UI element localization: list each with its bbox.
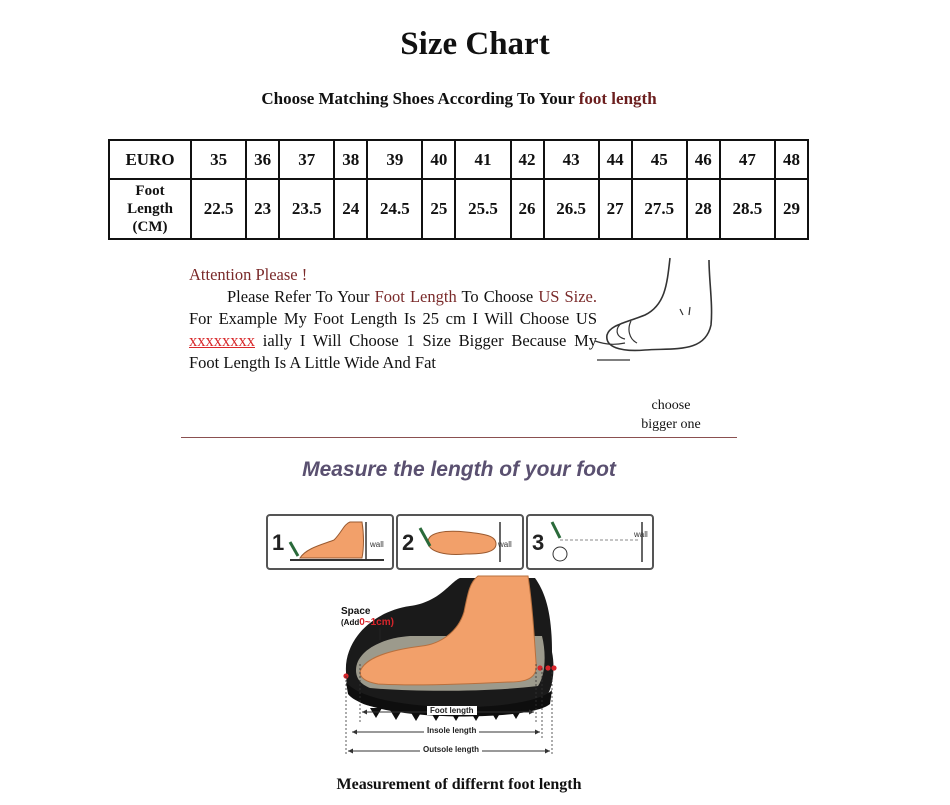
space-add-text: (Add xyxy=(341,618,360,627)
choose-note-line: choose xyxy=(651,398,691,413)
page-title: Size Chart xyxy=(400,26,550,62)
outsole-length-marker-label: Outsole length xyxy=(420,745,482,754)
euro-row xyxy=(109,140,808,179)
page-subtitle xyxy=(0,89,918,109)
space-label xyxy=(341,606,394,628)
foot-length-cell: 24 xyxy=(334,179,367,239)
foot-length-label-line: (CM) xyxy=(132,219,168,235)
attention-text: ially I Will Choose 1 Size Bigger Because My Foot Length Is A Little Wide And Fat xyxy=(189,331,597,372)
euro-size-cell: 37 xyxy=(279,140,334,179)
foot-length-cell: 26.5 xyxy=(544,179,599,239)
euro-size-cell: 48 xyxy=(775,140,808,179)
euro-size-cell: 47 xyxy=(720,140,775,179)
size-table xyxy=(108,139,809,240)
foot-length-label-line: Length xyxy=(127,201,173,217)
foot-length-row xyxy=(109,179,808,239)
foot-length-cell: 25.5 xyxy=(455,179,510,239)
euro-size-cell: 36 xyxy=(246,140,279,179)
subtitle-text: Choose Matching Shoes According To Your xyxy=(261,89,579,108)
attention-highlight: US Size. xyxy=(538,287,598,306)
attention-notice xyxy=(189,264,597,374)
choose-bigger-note xyxy=(630,396,712,434)
step-2-panel xyxy=(396,514,524,570)
euro-size-cell: 35 xyxy=(191,140,246,179)
euro-label: EURO xyxy=(109,140,191,179)
foot-length-cell: 22.5 xyxy=(191,179,246,239)
foot-length-cell: 24.5 xyxy=(367,179,422,239)
attention-text: To Choose xyxy=(456,287,534,306)
foot-length-cell: 28 xyxy=(687,179,720,239)
foot-sketch-illustration xyxy=(585,255,725,395)
foot-length-cell: 28.5 xyxy=(720,179,775,239)
euro-size-cell: 41 xyxy=(455,140,510,179)
foot-length-label-line: Foot xyxy=(135,183,165,199)
space-label-text: Space xyxy=(341,606,371,617)
foot-length-cell: 27 xyxy=(599,179,632,239)
attention-text: Please Refer To Your xyxy=(227,287,375,306)
foot-length-label xyxy=(109,179,191,239)
foot-length-cell: 27.5 xyxy=(632,179,687,239)
euro-size-cell: 46 xyxy=(687,140,720,179)
euro-size-cell: 45 xyxy=(632,140,687,179)
measure-title: Measure the length of your foot xyxy=(302,458,616,481)
wall-label: wall xyxy=(370,540,384,549)
step-number: 2 xyxy=(402,530,415,555)
diagram-caption: Measurement of differnt foot length xyxy=(336,776,582,793)
subtitle-highlight: foot length xyxy=(578,89,657,108)
step-1-panel xyxy=(266,514,394,570)
wall-label: wall xyxy=(634,530,648,539)
attention-text: For Example My Foot Length Is 25 cm I Will Choose US xyxy=(189,309,597,328)
attention-highlight: Foot Length xyxy=(374,287,457,306)
attention-redacted: xxxxxxxx xyxy=(189,331,255,350)
section-divider xyxy=(181,437,737,438)
attention-body xyxy=(189,286,597,374)
foot-length-cell: 23 xyxy=(246,179,279,239)
euro-size-cell: 40 xyxy=(422,140,455,179)
step-3-panel xyxy=(526,514,654,570)
attention-heading: Attention Please ! xyxy=(189,265,308,284)
euro-size-cell: 39 xyxy=(367,140,422,179)
choose-note-line: bigger one xyxy=(641,417,701,432)
foot-length-cell: 25 xyxy=(422,179,455,239)
foot-length-cell: 26 xyxy=(511,179,544,239)
foot-length-cell: 23.5 xyxy=(279,179,334,239)
step-number: 3 xyxy=(532,530,545,555)
foot-length-cell: 29 xyxy=(775,179,808,239)
euro-size-cell: 43 xyxy=(544,140,599,179)
euro-size-cell: 38 xyxy=(334,140,367,179)
space-range-text: 0~1cm) xyxy=(359,617,394,628)
foot-length-marker-label: Foot length xyxy=(427,706,477,715)
euro-size-cell: 44 xyxy=(599,140,632,179)
wall-label: wall xyxy=(498,540,512,549)
step-number: 1 xyxy=(272,530,285,555)
euro-size-cell: 42 xyxy=(511,140,544,179)
measure-line-icon xyxy=(546,520,646,564)
insole-length-marker-label: Insole length xyxy=(424,726,479,735)
